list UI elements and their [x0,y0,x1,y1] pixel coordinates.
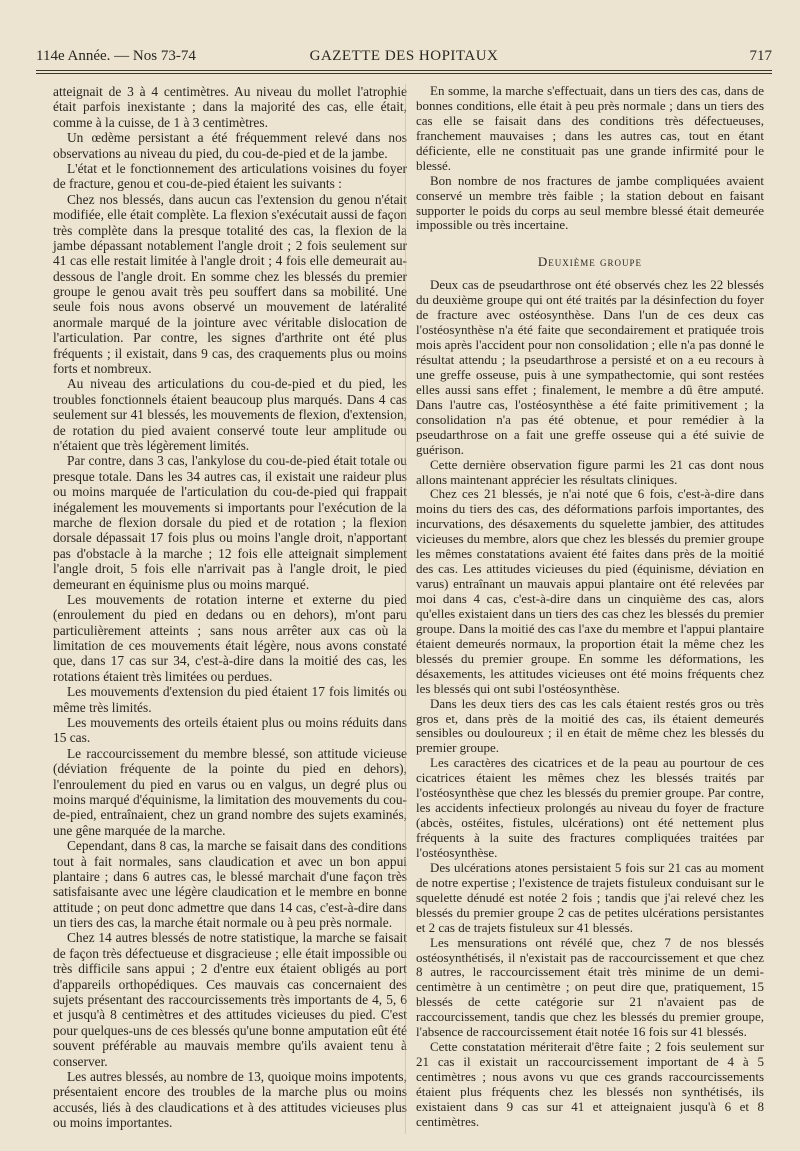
page-header [36,46,772,66]
page-number: 717 [749,48,772,64]
paragraph: Cependant, dans 8 cas, la marche se faisait dans des conditions tout à fait normales, sans claudication et avec un bon appui plantaire ; dans 6 autres cas, le blessé marchait d'une façon très satisfaisante avec une légère claudication et le membre en bonne attitude ; on peut donc admettre que dans 14 cas, c'est-à-dire dans un tiers des cas, la marche était normale ou à peu près normale. [53,838,407,931]
left-column [53,84,407,1131]
section-gap [416,233,764,245]
section-heading: Deuxième groupe [537,254,643,270]
paragraph: Les mensurations ont révélé que, chez 7 de nos blessés ostéosynthétisés, il n'existait pas de raccourcissement et que chez 8 autres, le raccourcissement était très minime de un demi-centimètre à un centimètre ; on peut dire que, pratiquement, 15 blessés de cette catégorie sur 21 n'avaient pas de raccourcissement, tandis que chez les blessés du premier groupe, l'absence de raccourcissement était notée 16 fois sur 41 blessés. [416,934,764,1040]
paragraph: Deux cas de pseudarthrose ont été observés chez les 22 blessés du deuxième groupe qui ont été traités par la désinfection du foyer de fracture avec ostéosynthèse. Dans l'un de ces deux cas l'ostéosynthèse n'a été faite que secondairement et pratiquée trois mois après l'accident pour non consolidation ; elle n'a pas donné le résultat attendu ; la pseudarthrose a persisté et on a eu recours à une greffe osseuse, puis à une sympathectomie, qui sont restées elles aussi sans effet ; finalement, le membre a dû être amputé. Dans l'autre cas, l'ostéosynthèse a été faite primitivement ; la consolidation n'a pas été obtenue, et pour remédier à la pseudarthrose on a fait une greffe osseuse qui a été suivie de guérison. [416,277,764,457]
paragraph: Bon nombre de nos fractures de jambe compliquées avaient conservé un membre très faible ; la station debout en faisant supporter le poids du corps au seul membre blessé était demeurée impossible ou très incertaine. [416,172,764,233]
paragraph: Par contre, dans 3 cas, l'ankylose du cou-de-pied était totale ou presque totale. Dans les 34 autres cas, il existait une raideur plus ou moins marquée de l'articulation du cou-de-pied qui frappait inégalement les mouvements si importants pour l'exécution de la marche de flexion dorsale du pied et de rotation ; la flexion dorsale dépassait 17 fois plus ou moins l'angle droit, n'apportant pas d'obstacle à la marche ; 12 fois elle atteignait simplement l'angle droit, 5 fois elle n'arrivait pas à l'angle droit, le pied demeurant en équinisme plus ou moins marqué. [53,453,407,592]
paragraph: Les mouvements de rotation interne et externe du pied (enroulement du pied en dedans ou en dehors), m'ont paru particulièrement atteints ; sans nous arrêter aux cas où la limitation de ces mouvements était légère, nous avons constaté que, dans 17 cas sur 34, c'est-à-dire dans la moitié des cas, les rotations étaient très limitées ou perdues. [53,591,407,684]
paragraph: Cette dernière observation figure parmi les 21 cas dont nous allons maintenant apprécier les résultats cliniques. [416,456,764,487]
paragraph: L'état et le fonctionnement des articulations voisines du foyer de fracture, genou et cou-de-pied étaient les suivants : [53,160,407,192]
paragraph: Les mouvements d'extension du pied étaient 17 fois limités ou même très limités. [53,684,407,715]
paragraph: Le raccourcissement du membre blessé, son attitude vicieuse (déviation fréquente de la pointe du pied en dehors), l'enroulement du pied en varus ou en valgus, un degré plus ou moins marqué d'équinisme, la limitation des mouvements du cou-de-pied, entraînaient, chez un grand nombre des sujets examinés, une gêne marquée de la marche. [53,745,407,838]
header-rule-double [36,73,772,74]
paragraph: Chez ces 21 blessés, je n'ai noté que 6 fois, c'est-à-dire dans moins du tiers des cas, des déformations parfois importantes, des incurvations, des désaxements du squelette jambier, des attitudes vicieuses du membre, alors que chez les blessés du premier groupe les mêmes constatations avaient été faites dans près de la moitié des cas. Les attitudes vicieuses du pied (équinisme, déviation en varus) entraînant un mauvais appui plantaire ont été relevées par moi dans 4 cas, c'est-à-dire dans un cinquième des cas, alors qu'elles existaient dans un tiers des cas chez les blessés du premier groupe. Dans la moitié des cas l'axe du membre et l'appui plantaire étaient demeurés normaux, la proportion était la même chez les blessés du premier groupe. En somme les déformations, les désaxements, les attitudes vicieuses ont été moins fréquents chez les blessés qui ont subi l'ostéosynthèse. [416,486,764,696]
paragraph: Un œdème persistant a été fréquemment relevé dans nos observations au niveau du pied, du cou-de-pied et de la jambe. [53,130,407,161]
paragraph: Chez nos blessés, dans aucun cas l'extension du genou n'était modifiée, elle était complète. La flexion s'exécutait aussi de façon très complète dans la presque totalité des cas, la flexion de la jambe dépassant notablement l'angle droit ; 2 fois seulement sur 41 cas elle restait limitée à l'angle droit ; 4 fois elle demeurait au-dessous de l'angle droit. En somme chez les blessés du premier groupe le genou avait très peu souffert dans sa mobilité. Une seule fois nous avons observé un mouvement de latéralité anormale marqué de la jointure avec véritable dislocation de l'articulation. Par contre, les signes d'arthrite ont été plus fréquents ; il existait, dans 9 cas, des craquements plus ou moins forts et nombreux. [53,191,407,377]
header-rule [36,70,772,71]
paragraph: Dans les deux tiers des cas les cals étaient restés gros ou très gros et, dans près de la moitié des cas, ils étaient demeurés sensibles ou douloureux ; il en était de même chez les blessés du premier groupe. [416,695,764,756]
paragraph: Chez 14 autres blessés de notre statistique, la marche se faisait de façon très défectueuse et disgracieuse ; elle était impossible ou très difficile sans appui ; 2 d'entre eux étaient obligés au port d'appareils orthopédiques. Ces mauvais cas concernaient des sujets présentant des raccourcissements très importants de 4, 5, 6 et jusqu'à 8 centimètres et des attitudes vicieuses du pied. C'est pour quelques-uns de ces blessés qu'une bonne amputation eût été souvent préférable au mauvais membre qu'ils avaient tenu à conserver. [53,930,407,1069]
issue-label: 114e Année. — Nos 73-74 [36,48,196,64]
paragraph: En somme, la marche s'effectuait, dans un tiers des cas, dans de bonnes conditions, elle était à peu près normale ; dans un tiers des cas elle se faisait dans des conditions très défectueuses, franchement mauvaises ; dans les autres cas, tout en étant déficiente, elle ne constituait pas une grande infirmité pour le blessé. [416,83,764,173]
paragraph: Cette constatation mériterait d'être faite ; 2 fois seulement sur 21 cas il existait un raccourcissement important de 4 à 5 centimètres ; nous avons vu que ces grands raccourcissements étaient plus fréquents chez les blessés non synthétisés, ils existaient dans 9 cas sur 41 et atteignaient jusqu'à 6 et 8 centimètres. [416,1039,764,1129]
paragraph: Au niveau des articulations du cou-de-pied et du pied, les troubles fonctionnels étaient beaucoup plus marqués. Dans 4 cas seulement sur 41 blessés, les mouvements de flexion, d'extension, de rotation du pied avaient conservé toute leur amplitude ou n'étaient que très légèrement limités. [53,376,407,453]
journal-title: GAZETTE DES HOPITAUX [309,48,499,64]
paragraph: Les autres blessés, au nombre de 13, quoique moins impotents, présentaient encore des troubles de la marche plus ou moins accusés, liés à des claudications et à des attitudes vicieuses plus ou moins importantes. [53,1069,407,1131]
paragraph: Des ulcérations atones persistaient 5 fois sur 21 cas au moment de notre expertise ; l'existence de trajets fistuleux conduisant sur le squelette dénudé est notée 2 fois ; tandis que j'ai relevé chez les blessés du premier groupe 2 cas de petites ulcérations persistantes et 2 cas de trajets fistuleux sur 41 blessés. [416,859,764,935]
paragraph: atteignait de 3 à 4 centimètres. Au niveau du mollet l'atrophie était parfois inexistante ; dans la majorité des cas, elle était, comme à la cuisse, de 1 à 3 centimètres. [53,84,407,130]
paragraph: Les mouvements des orteils étaient plus ou moins réduits dans 15 cas. [53,715,407,746]
column-divider [405,84,406,1134]
paragraph: Les caractères des cicatrices et de la peau au pourtour de ces cicatrices étaient les mêmes chez les blessés traités par l'ostéosynthèse que chez les blessés du premier groupe. Par contre, les accidents infectieux prolongés au niveau du foyer de fracture (abcès, ostéites, fistules, ulcérations) ont été nettement plus fréquents à la suite des fractures compliquées traitées par l'ostéosynthèse. [416,755,764,860]
right-column [416,84,764,1130]
